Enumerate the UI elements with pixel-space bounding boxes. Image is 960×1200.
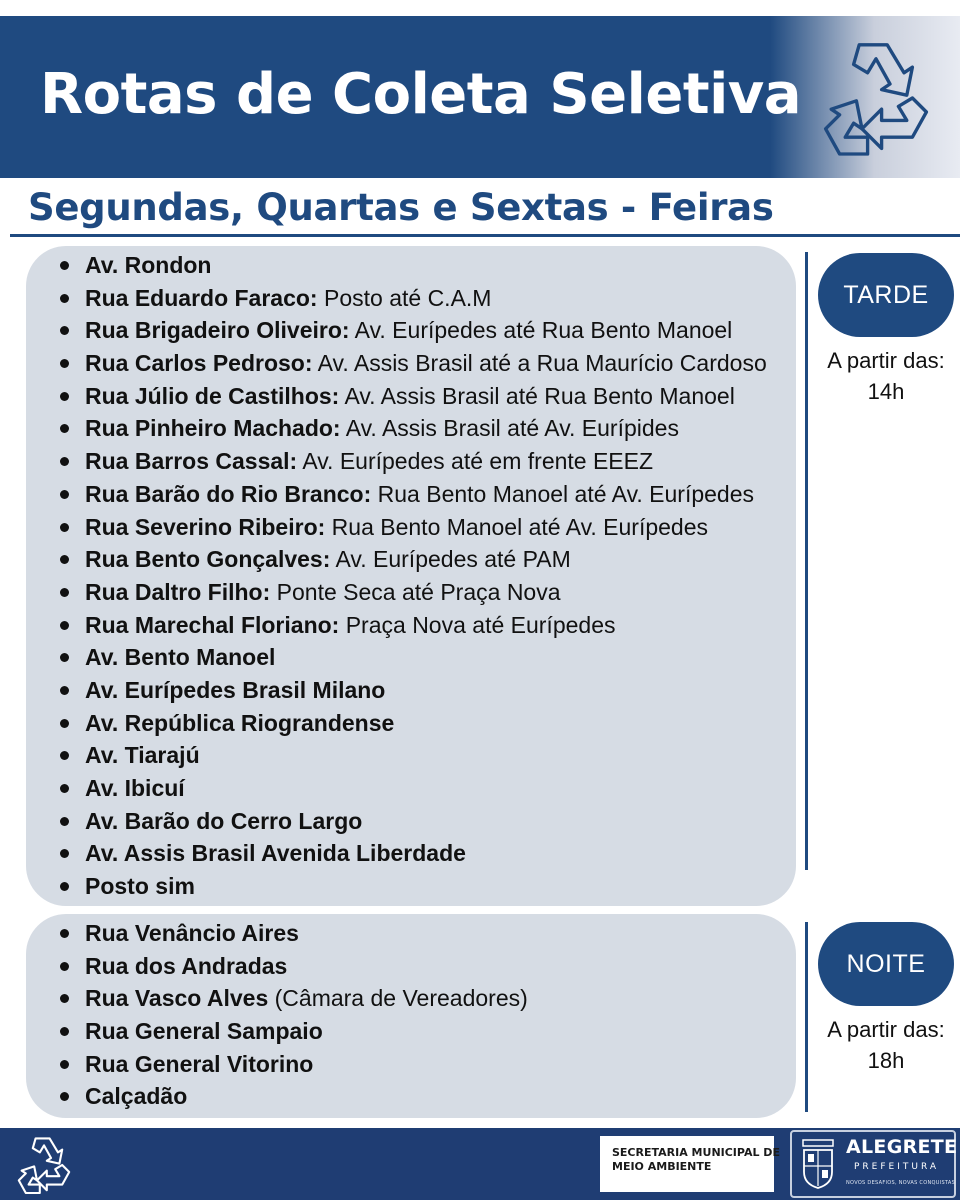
night-time: 18h <box>867 1048 905 1073</box>
route-item <box>58 249 767 282</box>
route-item <box>58 543 767 576</box>
route-item <box>58 805 767 838</box>
bullet-icon <box>60 929 69 938</box>
route-item <box>58 412 767 445</box>
bullet-icon <box>60 784 69 793</box>
route-detail: Av. Assis Brasil até a Rua Maurício Cardoso <box>312 350 767 377</box>
night-from-label: A partir das: <box>827 1017 945 1042</box>
city-crest-icon <box>800 1138 836 1192</box>
route-detail: Av. Eurípedes até em frente EEEZ <box>297 448 654 475</box>
night-period-badge: NOITE <box>818 922 954 1006</box>
afternoon-route-list <box>58 249 767 903</box>
bullet-icon <box>60 962 69 971</box>
schedule-days-heading: Segundas, Quartas e Sextas - Feiras <box>28 186 774 229</box>
route-street: Av. Tiarajú <box>85 742 200 769</box>
route-street: Av. Eurípedes Brasil Milano <box>85 676 386 703</box>
route-street: Av. Assis Brasil Avenida Liberdade <box>85 840 466 867</box>
bullet-icon <box>60 555 69 564</box>
route-street: Av. Barão do Cerro Largo <box>85 807 363 834</box>
bullet-icon <box>60 523 69 532</box>
route-detail: Av. Assis Brasil até Av. Eurípides <box>340 415 679 442</box>
route-item <box>58 917 528 950</box>
route-item <box>58 314 767 347</box>
route-detail: Ponte Seca até Praça Nova <box>270 578 561 605</box>
route-street: Calçadão <box>85 1083 188 1110</box>
bullet-icon <box>60 817 69 826</box>
bullet-icon <box>60 621 69 630</box>
bullet-icon <box>60 719 69 728</box>
bullet-icon <box>60 294 69 303</box>
route-item <box>58 445 767 478</box>
route-street: Rua Vasco Alves <box>85 985 269 1012</box>
route-street: Rua Júlio de Castilhos: <box>85 382 340 409</box>
route-street: Rua Daltro Filho: <box>85 578 271 605</box>
night-divider <box>805 922 808 1112</box>
route-street: Rua Eduardo Faraco: <box>85 284 318 311</box>
route-street: Av. República Riograndense <box>85 709 395 736</box>
route-street: Av. Rondon <box>85 252 212 278</box>
route-item <box>58 380 767 413</box>
route-item <box>58 1080 528 1113</box>
route-detail: Av. Eurípedes até Rua Bento Manoel <box>349 317 733 344</box>
heading-divider <box>10 234 960 237</box>
route-item <box>58 1015 528 1048</box>
route-item <box>58 707 767 740</box>
route-street: Rua General Vitorino <box>85 1050 314 1077</box>
bullet-icon <box>60 751 69 760</box>
route-item <box>58 982 528 1015</box>
footer-bar <box>0 1128 960 1200</box>
route-detail: (Câmara de Vereadores) <box>268 985 528 1012</box>
bullet-icon <box>60 686 69 695</box>
bullet-icon <box>60 424 69 433</box>
route-detail: Posto até C.A.M <box>317 284 492 311</box>
route-street: Rua Brigadeiro Oliveiro: <box>85 317 350 344</box>
bullet-icon <box>60 1060 69 1069</box>
prefeitura-logo <box>790 1130 956 1198</box>
route-street: Rua Pinheiro Machado: <box>85 415 341 442</box>
route-item <box>58 609 767 642</box>
route-detail: Rua Bento Manoel até Av. Eurípedes <box>371 480 754 507</box>
route-item <box>58 739 767 772</box>
route-item <box>58 576 767 609</box>
bullet-icon <box>60 392 69 401</box>
route-street: Rua Carlos Pedroso: <box>85 350 313 377</box>
prefeitura-slogan: NOVOS DESAFIOS, NOVAS CONQUISTAS <box>846 1180 956 1186</box>
prefeitura-subtitle: PREFEITURA <box>854 1162 940 1172</box>
bullet-icon <box>60 882 69 891</box>
route-detail: Rua Bento Manoel até Av. Eurípedes <box>325 513 709 540</box>
route-street: Av. Bento Manoel <box>85 644 276 671</box>
route-item <box>58 641 767 674</box>
night-start-time <box>812 1014 960 1076</box>
route-street: Rua Severino Ribeiro: <box>85 513 326 540</box>
route-item <box>58 511 767 544</box>
bullet-icon <box>60 326 69 335</box>
afternoon-time: 14h <box>867 379 905 404</box>
bullet-icon <box>60 588 69 597</box>
route-street: Rua Venâncio Aires <box>85 920 299 946</box>
route-street: Rua Bento Gonçalves: <box>85 546 331 573</box>
recycle-icon <box>806 28 946 168</box>
bullet-icon <box>60 1027 69 1036</box>
route-item <box>58 837 767 870</box>
bullet-icon <box>60 849 69 858</box>
route-street: Rua General Sampaio <box>85 1018 323 1045</box>
route-detail: Av. Assis Brasil até Rua Bento Manoel <box>339 382 735 409</box>
bullet-icon <box>60 490 69 499</box>
bullet-icon <box>60 359 69 368</box>
afternoon-from-label: A partir das: <box>827 348 945 373</box>
secretaria-line2: MEIO AMBIENTE <box>612 1160 712 1173</box>
route-item <box>58 1048 528 1081</box>
bullet-icon <box>60 994 69 1003</box>
route-street: Rua Barão do Rio Branco: <box>85 480 372 507</box>
route-item <box>58 950 528 983</box>
header-banner <box>0 16 960 178</box>
bullet-icon <box>60 261 69 270</box>
route-street: Rua dos Andradas <box>85 952 288 979</box>
route-street: Rua Barros Cassal: <box>85 448 298 475</box>
route-detail: Av. Eurípedes até PAM <box>330 546 571 573</box>
route-item <box>58 870 767 903</box>
bullet-icon <box>60 1092 69 1101</box>
route-item <box>58 282 767 315</box>
route-street: Av. Ibicuí <box>85 775 185 801</box>
afternoon-period-badge: TARDE <box>818 253 954 337</box>
prefeitura-name: ALEGRETE <box>846 1136 958 1158</box>
route-street: Rua Marechal Floriano: <box>85 611 340 638</box>
afternoon-divider <box>805 252 808 870</box>
route-item <box>58 478 767 511</box>
route-item <box>58 772 767 805</box>
night-route-list <box>58 917 528 1113</box>
bullet-icon <box>60 653 69 662</box>
route-item <box>58 347 767 380</box>
secretaria-logo <box>600 1136 780 1192</box>
page-title: Rotas de Coleta Seletiva <box>40 62 802 127</box>
bullet-icon <box>60 457 69 466</box>
recycle-icon <box>4 1130 84 1200</box>
route-detail: Praça Nova até Eurípedes <box>339 611 616 638</box>
afternoon-start-time <box>812 345 960 407</box>
route-item <box>58 674 767 707</box>
route-street: Posto sim <box>85 873 195 900</box>
secretaria-line1: SECRETARIA MUNICIPAL DE <box>612 1146 780 1159</box>
